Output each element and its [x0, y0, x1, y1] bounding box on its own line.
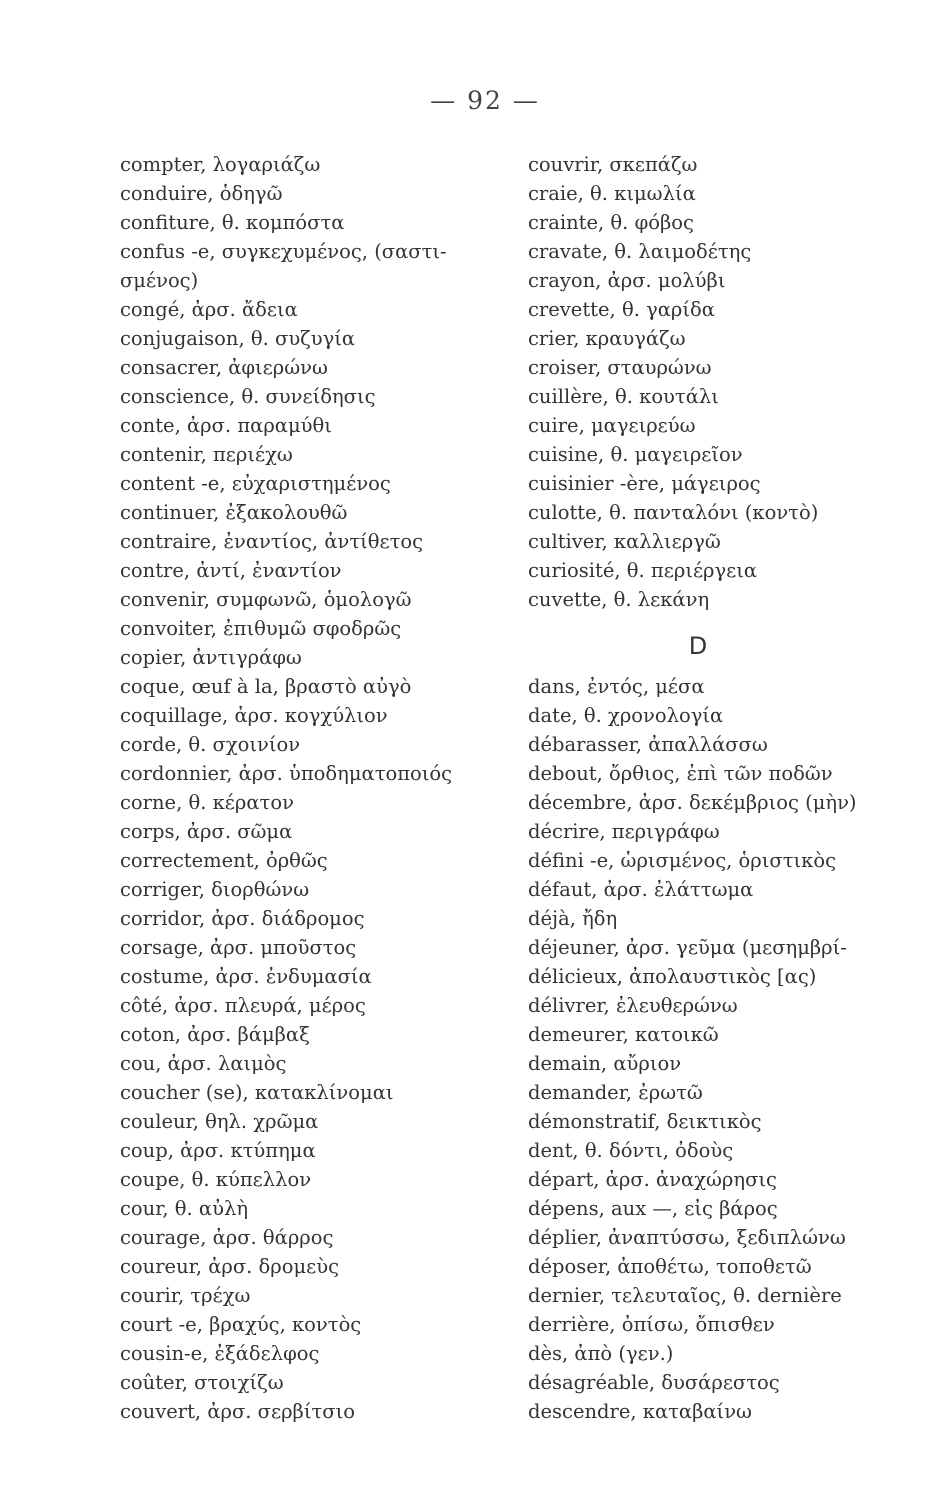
dictionary-entry: cour, θ. αὐλὴ: [120, 1197, 248, 1220]
dictionary-entry: consacrer, ἀφιερώνω: [120, 356, 328, 379]
dictionary-entry: corridor, ἀρσ. διάδρομος: [120, 907, 365, 930]
left-column: [120, 150, 500, 1426]
dictionary-entry: coton, ἀρσ. βάμβαξ: [120, 1023, 310, 1046]
dictionary-entry: couvert, ἀρσ. σερβίτσιο: [120, 1400, 355, 1423]
dictionary-entry: craie, θ. κιμωλία: [528, 182, 696, 205]
dictionary-entry: contre, ἀντί, ἐναντίον: [120, 559, 342, 582]
dictionary-entry: confiture, θ. κομπόστα: [120, 211, 345, 234]
dictionary-entry: cou, ἀρσ. λαιμὸς: [120, 1052, 287, 1075]
dictionary-entry: cuisinier -ère, μάγειρος: [528, 472, 761, 495]
dictionary-entry: conscience, θ. συνείδησις: [120, 385, 376, 408]
dictionary-entry: convoiter, ἐπιθυμῶ σφοδρῶς: [120, 617, 402, 640]
dictionary-entry: crevette, θ. γαρίδα: [528, 298, 715, 321]
dictionary-entry: corde, θ. σχοινίον: [120, 733, 301, 756]
dictionary-entry: décembre, ἀρσ. δεκέμβριος (μὴν): [528, 791, 857, 814]
dictionary-entry: cravate, θ. λαιμοδέτης: [528, 240, 752, 263]
dictionary-entry: défaut, ἀρσ. ἐλάττωμα: [528, 878, 754, 901]
dictionary-entry: coup, ἀρσ. κτύπημα: [120, 1139, 316, 1162]
dictionary-entry: côté, ἀρσ. πλευρά, μέρος: [120, 994, 366, 1017]
dictionary-entry: déplier, ἀναπτύσσω, ξεδιπλώνω: [528, 1226, 846, 1249]
dictionary-entry: crainte, θ. φόβος: [528, 211, 694, 234]
dictionary-entry: conte, ἀρσ. παραμύθι: [120, 414, 332, 437]
dictionary-entry: démonstratif, δεικτικὸς: [528, 1110, 762, 1133]
dictionary-entry: corriger, διορθώνω: [120, 878, 310, 901]
dictionary-entry: conduire, ὁδηγῶ: [120, 182, 283, 205]
dictionary-entry: demander, ἐρωτῶ: [528, 1081, 703, 1104]
dictionary-entry: curiosité, θ. περιέργεια: [528, 559, 758, 582]
dictionary-entry: courir, τρέχω: [120, 1284, 251, 1307]
dictionary-entry: conjugaison, θ. συζυγία: [120, 327, 356, 350]
dictionary-entry: compter, λογαριάζω: [120, 153, 321, 176]
dictionary-entry: confus -e, συγκεχυμένος, (σαστι-: [120, 240, 447, 263]
dictionary-entry: copier, ἀντιγράφω: [120, 646, 302, 669]
dictionary-entry: dent, θ. δόντι, ὀδοὺς: [528, 1139, 734, 1162]
dictionary-entry: correctement, ὀρθῶς: [120, 849, 328, 872]
dictionary-entry: coquillage, ἀρσ. κογχύλιον: [120, 704, 388, 727]
dictionary-entry: cuisine, θ. μαγειρεῖον: [528, 443, 743, 466]
dictionary-entry: contraire, ἐναντίος, ἀντίθετος: [120, 530, 424, 553]
dictionary-entry: cultiver, καλλιεργῶ: [528, 530, 721, 553]
dictionary-entry: corps, ἀρσ. σῶμα: [120, 820, 293, 843]
dictionary-entry: cordonnier, ἀρσ. ὑποδηματοποιός: [120, 762, 453, 785]
dictionary-entry: couvrir, σκεπάζω: [528, 153, 698, 176]
dictionary-entry: cuillère, θ. κουτάλι: [528, 385, 719, 408]
dictionary-entry: crier, κραυγάζω: [528, 327, 686, 350]
dictionary-entry: continuer, ἐξακολουθῶ: [120, 501, 348, 524]
dictionary-entry: déposer, ἀποθέτω, τοποθετῶ: [528, 1255, 812, 1278]
dictionary-entry: dépens, aux —, εἰς βάρος: [528, 1197, 778, 1220]
dictionary-entry: coucher (se), κατακλίνομαι: [120, 1081, 394, 1104]
dictionary-entry: dès, ἀπὸ (γεν.): [528, 1342, 674, 1365]
dictionary-entry: croiser, σταυρώνω: [528, 356, 712, 379]
dictionary-entry: défini -e, ὡρισμένος, ὁριστικὸς: [528, 849, 837, 872]
dictionary-entry: coûter, στοιχίζω: [120, 1371, 284, 1394]
dictionary-entry: cuvette, θ. λεκάνη: [528, 588, 710, 611]
dictionary-entry: debout, ὄρθιος, ἐπὶ τῶν ποδῶν: [528, 762, 833, 785]
dictionary-entry: content -e, εὐχαριστημένος: [120, 472, 391, 495]
dictionary-entry: délivrer, ἐλευθερώνω: [528, 994, 738, 1017]
dictionary-entry: débarasser, ἀπαλλάσσω: [528, 733, 768, 756]
dictionary-entry: corne, θ. κέρατον: [120, 791, 294, 814]
dictionary-entry: couleur, θηλ. χρῶμα: [120, 1110, 319, 1133]
dictionary-entry: congé, ἀρσ. ἄδεια: [120, 298, 298, 321]
dictionary-entry: derrière, ὀπίσω, ὄπισθεν: [528, 1313, 775, 1336]
dictionary-entry: déjà, ἤδη: [528, 907, 618, 930]
dictionary-entry: court -e, βραχύς, κοντὸς: [120, 1313, 362, 1336]
dictionary-entry: coupe, θ. κύπελλον: [120, 1168, 312, 1191]
dictionary-entry: demeurer, κατοικῶ: [528, 1023, 719, 1046]
dictionary-entry: coureur, ἀρσ. δρομεὺς: [120, 1255, 340, 1278]
dictionary-entry: date, θ. χρονολογία: [528, 704, 724, 727]
dictionary-entry: crayon, ἀρσ. μολύβι: [528, 269, 726, 292]
dictionary-entry: contenir, περιέχω: [120, 443, 293, 466]
dictionary-entry: délicieux, ἀπολαυστικὸς [ας): [528, 965, 817, 988]
dictionary-entry: départ, ἀρσ. ἀναχώρησις: [528, 1168, 777, 1191]
dictionary-entry: coque, œuf à la, βραστὸ αὐγὸ: [120, 675, 412, 698]
right-column: [528, 150, 888, 1426]
dictionary-entry: corsage, ἀρσ. μποῦστος: [120, 936, 357, 959]
dictionary-entry: descendre, καταβαίνω: [528, 1400, 752, 1423]
dictionary-entry: cuire, μαγειρεύω: [528, 414, 696, 437]
dictionary-entry: déjeuner, ἀρσ. γεῦμα (μεσημβρί-: [528, 936, 847, 959]
dictionary-entry: dans, ἐντός, μέσα: [528, 675, 705, 698]
dictionary-entry: décrire, περιγράφω: [528, 820, 720, 843]
page-number: — 92 —: [430, 86, 540, 115]
dictionary-entry: σμένος): [120, 269, 199, 292]
section-letter-d: D: [688, 632, 708, 660]
dictionary-entry: courage, ἀρσ. θάρρος: [120, 1226, 334, 1249]
dictionary-entry: culotte, θ. πανταλόνι (κοντὸ): [528, 501, 819, 524]
dictionary-entry: cousin-e, ἐξάδελφος: [120, 1342, 320, 1365]
dictionary-entry: demain, αὔριον: [528, 1052, 682, 1075]
dictionary-entry: désagréable, δυσάρεστος: [528, 1371, 780, 1394]
dictionary-entry: costume, ἀρσ. ἐνδυμασία: [120, 965, 372, 988]
dictionary-entry: convenir, συμφωνῶ, ὁμολογῶ: [120, 588, 412, 611]
dictionary-entry: dernier, τελευταῖος, θ. dernière: [528, 1284, 842, 1307]
